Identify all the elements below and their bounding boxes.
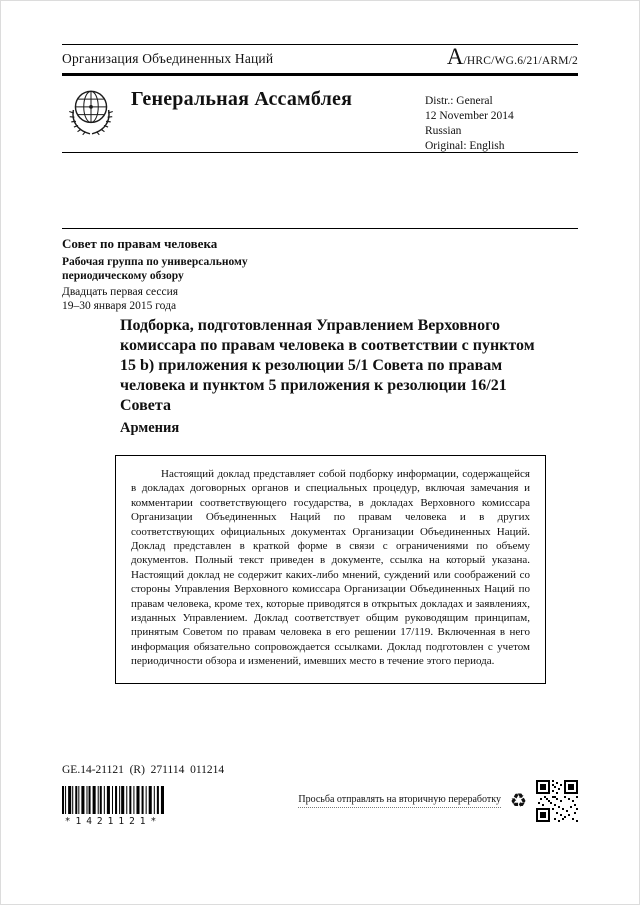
doc-symbol-rest: /HRC/WG.6/21/ARM/2 [463,55,578,67]
barcode [62,786,164,827]
distr-line: Distr.: General [425,95,493,107]
summary-box [115,455,546,684]
country-name: Армения [120,420,180,436]
session-number: Двадцать первая сессия [62,286,179,298]
document-title: Подборка, подготовленная Управлением Верховного комиссара по правам человека в соответствии с пунктом 15 b) приложения к резолюции 5/1 Совета по правам человека и пунктом 5 приложения к резолюции 16/21 Совета [120,317,535,414]
footer-right [298,780,578,822]
assembly-title: Генеральная Ассамблея [131,88,353,110]
session-dates: 19–30 января 2015 года [62,299,177,312]
divider-header [62,152,578,153]
barcode-icon [62,786,164,814]
divider-thick [62,73,578,76]
distribution-block [425,94,514,154]
org-name: Организация Объединенных Наций [62,51,274,66]
doc-symbol [447,44,578,70]
recycle-icon: ♻ [509,789,527,812]
barcode-label: *1421121* [64,816,162,827]
qr-code-icon [536,780,578,822]
doc-symbol-letter: A [446,44,464,69]
document-reference: GE.14-21121 (R) 271114 011214 [62,764,225,776]
working-group-name: Рабочая группа по универсальному периодическому обзору [62,256,248,282]
council-name: Совет по правам человека [62,236,218,251]
recycle-notice: Просьба отправлять на вторичную переработку [298,794,501,808]
date-line: 12 November 2014 [425,110,514,122]
summary-text: Настоящий доклад представляет собой подборку информации, содержащейся в докладах договорных органов и специальных процедур, включая замечания и комментарии соответствующего государства, в докладах Верховного комиссара Организации Объединенных Наций по правам человека и в других соответствующих официальных документах Организации Объединенных Наций. Доклад представлен в краткой форме в связи с ограничениями по объему документов. Полный текст приведен в документе, ссылка на который указана. Настоящий доклад не содержит каких-либо мнений, суждений или соображений со стороны Управления Верховного комиссара Организации Объединенных Наций по правам человека, кроме тех, которые приводятся в открытых докладах и заявлениях, изданных Управлением. Доклад соответствует общим руководящим принципам, принятым Советом по правам человека в его решении 17/119. Включенная в него информация обязательно сопровождается ссылками. Доклад подготовлен с учетом периодичности обзора и изменений, имевших место в течение этого периода. [131,468,530,668]
divider-session [62,228,578,229]
language-line: Russian [425,125,462,137]
un-emblem-icon [62,82,120,140]
original-language-line: Original: English [425,140,505,152]
session-block [62,236,277,313]
